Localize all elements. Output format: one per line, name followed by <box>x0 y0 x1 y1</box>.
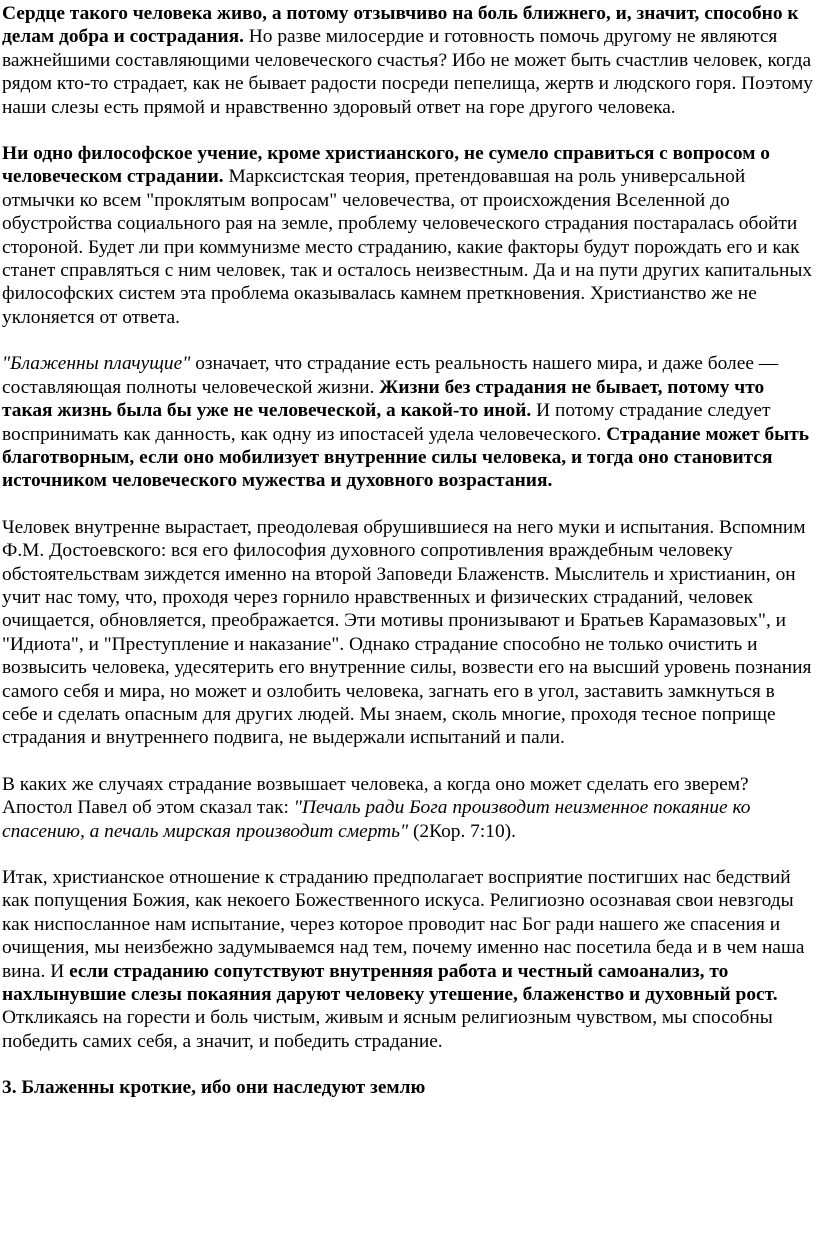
paragraph-5-text-a: В каких же случаях страдание возвышает человека, а когда оно может сделать его зверем? Апостол Павел об этом сказал так: <box>2 773 749 819</box>
section-heading: 3. Блаженны кроткие, ибо они наследуют землю <box>2 1077 426 1099</box>
paragraph-2-text: Марксистская теория, претендовавшая на роль универсальной отмычки ко всем "проклятым вопросам" человечества, от происхождения Вселенной до обустройства социального рая на земле, проблему человеческого страдания постаралась обойти стороной. Будет ли при коммунизме место страданию, какие факторы будут порождать его и как станет справляться с ним человек, так и осталось неизвестным. Да и на пути других капитальных философских систем эта проблема оказывалась камнем преткновения. Христианство же не уклоняется от ответа. <box>2 166 813 328</box>
paragraph-3-text-b: И потому страдание следует воспринимать как данность, как одну из ипостасей удела человеческого. <box>2 400 771 445</box>
paragraph-4-text: Человек внутренне вырастает, преодолевая обрушившиеся на него муки и испытания. Вспомним Ф.М. Достоевского: вся его философия духовного сопротивления враждебным человеку обстоятельствам зиждется именно на второй Заповеди Блаженств. Мыслитель и христианин, он учит нас тому, что, проходя через горнило нравственных и физических страданий, человек очищается, обновляется, преображается. Эти мотивы пронизывают и Братьев Карамазовых", и "Идиота", и "Преступление и наказание". Однако страдание способно не только очистить и возвысить человека, удесятерить его внутренние силы, возвести его на высший уровень познания самого себя и мира, но может и озлобить человека, загнать его в угол, заставить замкнуться в себе и сделать опасным для других людей. Мы знаем, сколь многие, проходя тесное поприще страдания и внутреннего подвига, не выдержали испытаний и пали. <box>2 516 812 749</box>
paragraph-3-bold-a: Жизни без страдания не бывает, потому что такая жизнь была бы уже не человеческой, а какой-то иной. <box>2 376 765 422</box>
paragraph-1-text: Но разве милосердие и готовность помочь другому не являются важнейшими составляющими человеческого счастья? Ибо не может быть счастлив человек, когда рядом кто-то страдает, как не бывает радости посреди пепелища, жертв и людского горя. Поэтому наши слезы есть прямой и нравственно здоровый ответ на горе другого человека. <box>2 26 813 118</box>
paragraph-5 <box>2 773 814 843</box>
paragraph-1 <box>2 2 814 119</box>
paragraph-5-reference: (2Кор. 7:10). <box>408 820 516 842</box>
paragraph-4 <box>2 516 814 750</box>
paragraph-3-quote: "Блаженны плачущие" <box>2 353 191 375</box>
paragraph-2-bold-lead: Ни одно философское учение, кроме христианского, не сумело справиться с вопросом о человеческом страдании. <box>2 143 771 188</box>
paragraph-6-text-b: Откликаясь на горести и боль чистым, живым и ясным религиозным чувством, мы способны победить самих себя, а значит, и победить страдание. <box>2 1007 773 1052</box>
paragraph-6-text-a: Итак, христианское отношение к страданию предполагает восприятие постигших нас бедствий как попущения Божия, как некоего Божественного искуса. Религиозно осознавая свои невзгоды как ниспосланное нам испытание, через которое проводит нас Бог ради нашего же спасения и очищения, мы неизбежно задумываемся над тем, почему именно нас посетила беда и в чем наша вина. И <box>2 867 805 982</box>
paragraph-3 <box>2 352 814 492</box>
paragraph-6-bold: если страданию сопутствуют внутренняя работа и честный самоанализ, то нахлынувшие слезы покаяния даруют человеку утешение, блаженство и духовный рост. <box>2 960 778 1006</box>
paragraph-6 <box>2 866 814 1053</box>
paragraph-1-bold-lead: Сердце такого человека живо, а потому отзывчиво на боль ближнего, и, значит, способно к делам добра и сострадания. <box>2 3 799 48</box>
paragraph-3-text-a: означает, что страдание есть реальность нашего мира, и даже более — составляющая полноты человеческой жизни. <box>2 353 779 398</box>
paragraph-3-bold-b: Страдание может быть благотворным, если оно мобилизует внутренние силы человека, и тогда оно становится источником человеческого мужества и духовного возрастания. <box>2 423 810 492</box>
paragraph-2 <box>2 142 814 329</box>
paragraph-5-quote: "Печаль ради Бога производит неизменное покаяние ко спасению, а печаль мирская производит смерть" <box>2 797 751 842</box>
